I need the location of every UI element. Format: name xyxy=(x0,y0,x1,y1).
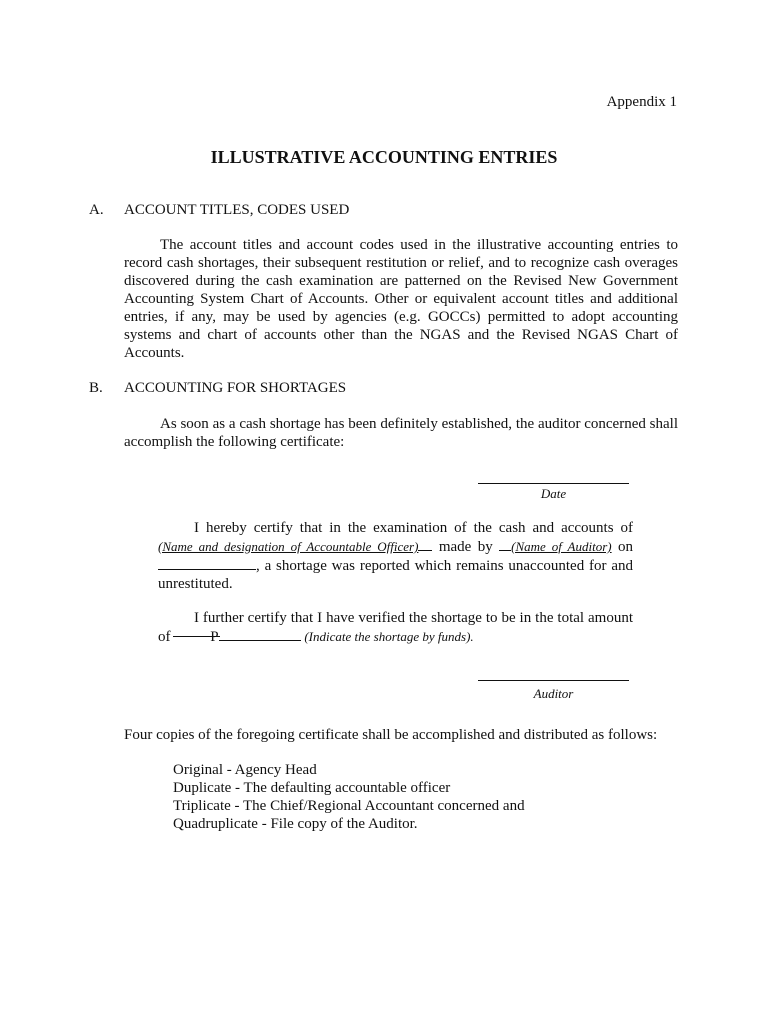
distribution-intro: Four copies of the foregoing certificate shall be accomplished and distributed as follows: xyxy=(124,727,658,743)
amount-blank xyxy=(219,627,301,641)
section-a-heading: ACCOUNT TITLES, CODES USED xyxy=(124,202,350,218)
date-blank xyxy=(158,556,256,570)
officer-blank xyxy=(418,537,432,551)
cert2-intro: I further certify that I have verified the shortage to be in the total amount of xyxy=(158,610,633,645)
on-text: on xyxy=(618,539,634,555)
auditor-blank xyxy=(499,537,511,551)
certificate-paragraph-2 xyxy=(158,609,633,646)
list-item: Quadruplicate - File copy of the Auditor. xyxy=(173,816,418,832)
appendix-label: Appendix 1 xyxy=(606,94,677,110)
auditor-label: Auditor xyxy=(533,686,574,701)
made-by-text: made by xyxy=(438,539,493,555)
page-title: ILLUSTRATIVE ACCOUNTING ENTRIES xyxy=(210,147,558,167)
shortage-note: (Indicate the shortage by funds). xyxy=(304,629,474,644)
distribution-list xyxy=(173,761,525,833)
section-b-paragraph: As soon as a cash shortage has been definitely established, the auditor concerned shall accomplish the following certificate: xyxy=(124,416,678,450)
section-b-heading: ACCOUNTING FOR SHORTAGES xyxy=(124,380,347,396)
peso-sign: P xyxy=(174,628,218,646)
officer-placeholder: (Name and designation of Accountable Officer) xyxy=(158,539,419,554)
list-item: Duplicate - The defaulting accountable officer xyxy=(173,780,451,796)
list-item: Triplicate - The Chief/Regional Accountant concerned and xyxy=(173,798,525,814)
section-a-letter: A. xyxy=(89,202,104,218)
list-item: Original - Agency Head xyxy=(173,762,317,778)
certificate-paragraph-1 xyxy=(158,519,633,593)
auditor-signature-line xyxy=(478,680,629,681)
auditor-placeholder: (Name of Auditor) xyxy=(511,539,612,554)
date-signature-line xyxy=(478,483,629,484)
cert1-intro: I hereby certify that in the examination of the cash and accounts of xyxy=(194,520,633,536)
section-b-letter: B. xyxy=(89,380,103,396)
section-a-paragraph: The account titles and account codes used in the illustrative accounting entries to record cash shortages, their subsequent restitution or relief, and to recognize cash overages discovered during the cash examination are patterned on the Revised New Government Accounting System Chart of Accounts. Other or equivalent account titles and additional entries, if any, may be used by agencies (e.g. GOCCs) permitted to adopt accounting systems and chart of accounts other than the NGAS and the Revised NGAS Chart of Accounts. xyxy=(124,237,678,361)
date-label: Date xyxy=(540,486,567,501)
cert1-rest: , a shortage was reported which remains unaccounted for and unrestituted. xyxy=(158,558,633,592)
